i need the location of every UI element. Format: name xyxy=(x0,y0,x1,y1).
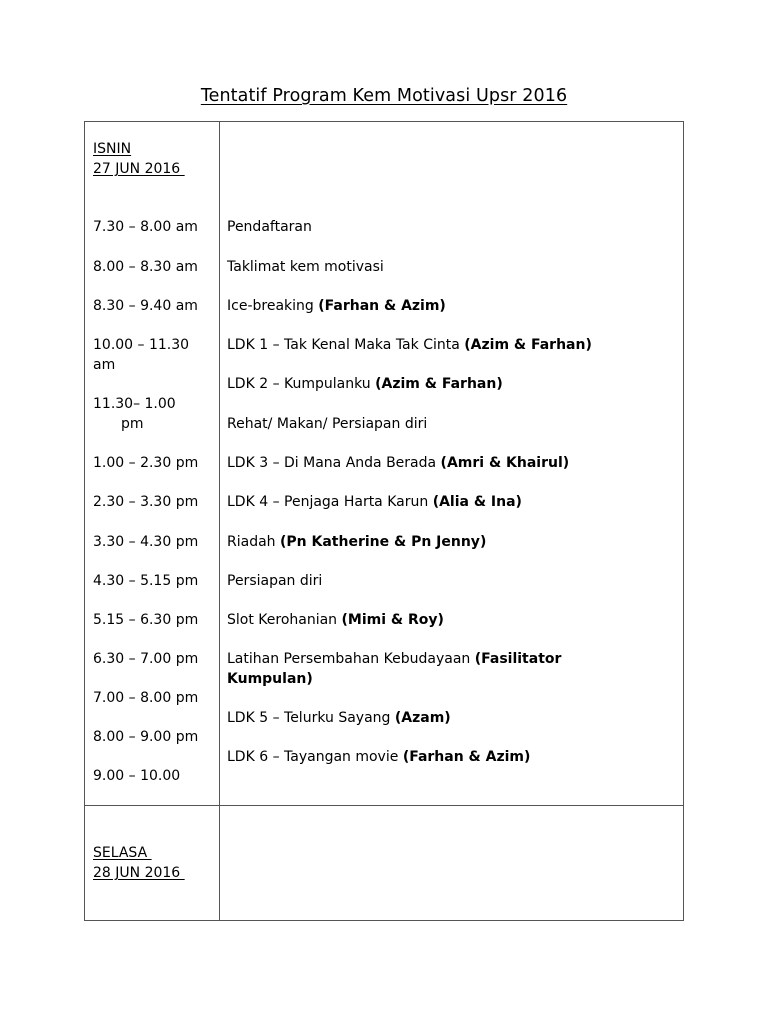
activity-cell: Pendaftaran xyxy=(227,219,312,235)
day2-date: 28 JUN 2016 xyxy=(93,865,185,881)
time-cell: 7.30 – 8.00 am xyxy=(93,219,198,235)
activity-cell: Riadah (Pn Katherine & Pn Jenny) xyxy=(227,534,487,550)
activity-cell: Slot Kerohanian (Mimi & Roy) xyxy=(227,612,444,628)
time-cell: 6.30 – 7.00 pm xyxy=(93,651,199,667)
schedule-table xyxy=(84,121,684,921)
time-cell: 8.30 – 9.40 am xyxy=(93,298,198,314)
row-divider xyxy=(85,805,683,806)
activity-cell: LDK 5 – Telurku Sayang (Azam) xyxy=(227,710,451,726)
time-cell: 8.00 – 8.30 am xyxy=(93,259,198,275)
facilitator-name: (Fasilitator xyxy=(474,651,562,667)
facilitator-name: (Farhan & Azim) xyxy=(402,749,531,765)
facilitator-name: (Pn Katherine & Pn Jenny) xyxy=(280,534,487,550)
time-cell: 5.15 – 6.30 pm xyxy=(93,612,199,628)
facilitator-name: (Alia & Ina) xyxy=(432,494,522,510)
column-divider xyxy=(219,122,220,920)
activity-cell: LDK 2 – Kumpulanku (Azim & Farhan) xyxy=(227,376,503,392)
activity-cell: LDK 1 – Tak Kenal Maka Tak Cinta (Azim & Farhan) xyxy=(227,337,592,353)
day2-name: SELASA xyxy=(93,845,152,861)
time-cell: 11.30– 1.00 xyxy=(93,396,176,412)
activity-cell: Taklimat kem motivasi xyxy=(227,259,384,275)
time-cell: 1.00 – 2.30 pm xyxy=(93,455,199,471)
facilitator-name: (Azam) xyxy=(394,710,451,726)
activity-cell: Rehat/ Makan/ Persiapan diri xyxy=(227,416,428,432)
facilitator-name: Kumpulan) xyxy=(227,671,313,687)
activity-cell: Latihan Persembahan Kebudayaan (Fasilitator xyxy=(227,651,562,667)
activity-cell-continued xyxy=(227,669,313,689)
facilitator-name: (Farhan & Azim) xyxy=(318,298,446,314)
time-cell: 3.30 – 4.30 pm xyxy=(93,534,199,550)
document-title: Tentatif Program Kem Motivasi Upsr 2016 xyxy=(200,86,568,106)
day1-name: ISNIN xyxy=(93,141,132,157)
time-cell: 8.00 – 9.00 pm xyxy=(93,729,199,745)
activity-cell: LDK 6 – Tayangan movie (Farhan & Azim) xyxy=(227,749,531,765)
activity-cell: Ice-breaking (Farhan & Azim) xyxy=(227,298,446,314)
time-cell: 4.30 – 5.15 pm xyxy=(93,573,199,589)
facilitator-name: (Mimi & Roy) xyxy=(341,612,444,628)
time-cell: 10.00 – 11.30 xyxy=(93,337,190,353)
time-cell-continued: pm xyxy=(121,416,144,432)
facilitator-name: (Azim & Farhan) xyxy=(464,337,592,353)
time-cell: 9.00 – 10.00 xyxy=(93,768,181,784)
facilitator-name: (Azim & Farhan) xyxy=(375,376,503,392)
time-cell: 2.30 – 3.30 pm xyxy=(93,494,199,510)
activity-cell: Persiapan diri xyxy=(227,573,323,589)
facilitator-name: (Amri & Khairul) xyxy=(440,455,570,471)
time-cell-continued: am xyxy=(93,357,116,373)
activity-cell: LDK 3 – Di Mana Anda Berada (Amri & Khairul) xyxy=(227,455,570,471)
day1-date: 27 JUN 2016 xyxy=(93,161,185,177)
activity-cell: LDK 4 – Penjaga Harta Karun (Alia & Ina) xyxy=(227,494,522,510)
time-cell: 7.00 – 8.00 pm xyxy=(93,690,199,706)
